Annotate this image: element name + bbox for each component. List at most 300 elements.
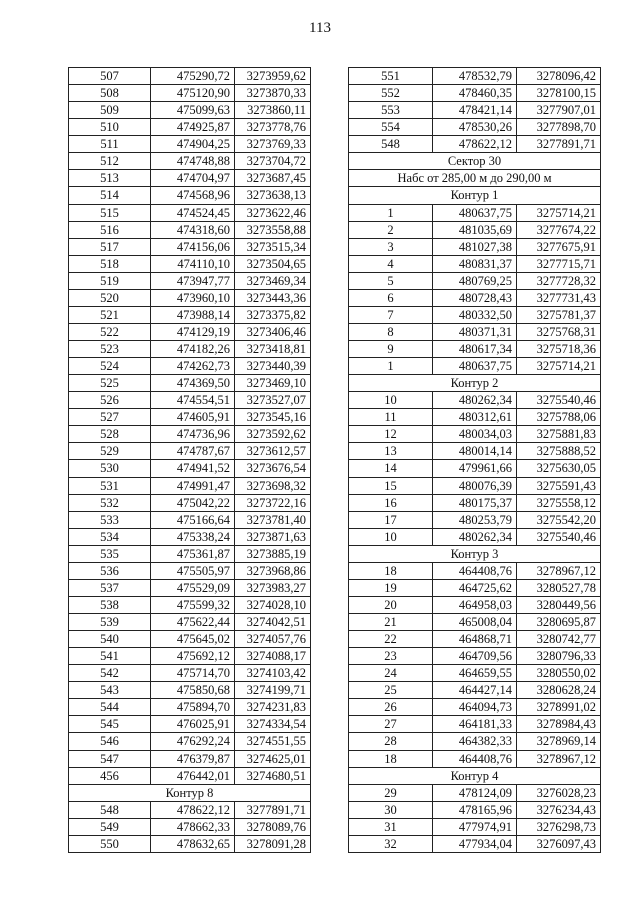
point-number-cell: 535 — [69, 545, 151, 562]
table-row — [349, 443, 601, 460]
coordinates-table-left-body — [69, 68, 311, 853]
table-row — [69, 409, 311, 426]
x-coordinate-cell: 474524,45 — [151, 204, 235, 221]
table-row — [349, 579, 601, 596]
x-coordinate-cell: 473947,77 — [151, 272, 235, 289]
table-row — [349, 255, 601, 272]
y-coordinate-cell: 3273698,32 — [235, 477, 311, 494]
x-coordinate-cell: 474736,96 — [151, 426, 235, 443]
point-number-cell: 7 — [349, 306, 433, 323]
table-row — [349, 835, 601, 852]
y-coordinate-cell: 3273687,45 — [235, 170, 311, 187]
x-coordinate-cell: 474787,67 — [151, 443, 235, 460]
x-coordinate-cell: 480769,25 — [433, 272, 517, 289]
x-coordinate-cell: 480332,50 — [433, 306, 517, 323]
y-coordinate-cell: 3275591,43 — [517, 477, 601, 494]
y-coordinate-cell: 3277675,91 — [517, 238, 601, 255]
y-coordinate-cell: 3277728,32 — [517, 272, 601, 289]
point-number-cell: 541 — [69, 648, 151, 665]
point-number-cell: 543 — [69, 682, 151, 699]
x-coordinate-cell: 478662,33 — [151, 818, 235, 835]
x-coordinate-cell: 473988,14 — [151, 306, 235, 323]
y-coordinate-cell: 3275540,46 — [517, 528, 601, 545]
table-row — [349, 733, 601, 750]
y-coordinate-cell: 3275888,52 — [517, 443, 601, 460]
y-coordinate-cell: 3273592,62 — [235, 426, 311, 443]
table-row — [349, 221, 601, 238]
table-row — [69, 289, 311, 306]
x-coordinate-cell: 474991,47 — [151, 477, 235, 494]
y-coordinate-cell: 3273781,40 — [235, 511, 311, 528]
y-coordinate-cell: 3278089,76 — [235, 818, 311, 835]
section-header: Набс от 285,00 м до 290,00 м — [349, 170, 601, 187]
table-row — [349, 631, 601, 648]
point-number-cell: 533 — [69, 511, 151, 528]
y-coordinate-cell: 3277907,01 — [517, 102, 601, 119]
section-header-row — [349, 545, 601, 562]
section-header: Сектор 30 — [349, 153, 601, 170]
x-coordinate-cell: 475714,70 — [151, 665, 235, 682]
table-row — [69, 801, 311, 818]
point-number-cell: 510 — [69, 119, 151, 136]
table-row — [69, 323, 311, 340]
x-coordinate-cell: 481027,38 — [433, 238, 517, 255]
y-coordinate-cell: 3277674,22 — [517, 221, 601, 238]
x-coordinate-cell: 464408,76 — [433, 562, 517, 579]
x-coordinate-cell: 474156,06 — [151, 238, 235, 255]
point-number-cell: 514 — [69, 187, 151, 204]
table-row — [349, 750, 601, 767]
point-number-cell: 531 — [69, 477, 151, 494]
y-coordinate-cell: 3276028,23 — [517, 784, 601, 801]
page-number: 113 — [309, 20, 331, 36]
point-number-cell: 521 — [69, 306, 151, 323]
point-number-cell: 516 — [69, 221, 151, 238]
table-row — [349, 238, 601, 255]
x-coordinate-cell: 480371,31 — [433, 323, 517, 340]
table-row — [69, 306, 311, 323]
point-number-cell: 526 — [69, 392, 151, 409]
x-coordinate-cell: 476292,24 — [151, 733, 235, 750]
x-coordinate-cell: 475338,24 — [151, 528, 235, 545]
table-row — [69, 272, 311, 289]
y-coordinate-cell: 3273469,34 — [235, 272, 311, 289]
x-coordinate-cell: 464382,33 — [433, 733, 517, 750]
y-coordinate-cell: 3273406,46 — [235, 323, 311, 340]
table-row — [69, 614, 311, 631]
table-row — [349, 562, 601, 579]
y-coordinate-cell: 3273638,13 — [235, 187, 311, 204]
x-coordinate-cell: 474704,97 — [151, 170, 235, 187]
point-number-cell: 534 — [69, 528, 151, 545]
y-coordinate-cell: 3273959,62 — [235, 68, 311, 85]
y-coordinate-cell: 3273443,36 — [235, 289, 311, 306]
table-row — [69, 767, 311, 784]
x-coordinate-cell: 475894,70 — [151, 699, 235, 716]
table-row — [69, 579, 311, 596]
point-number-cell: 544 — [69, 699, 151, 716]
x-coordinate-cell: 464868,71 — [433, 631, 517, 648]
point-number-cell: 545 — [69, 716, 151, 733]
y-coordinate-cell: 3275881,83 — [517, 426, 601, 443]
y-coordinate-cell: 3276234,43 — [517, 801, 601, 818]
table-row — [349, 272, 601, 289]
x-coordinate-cell: 475850,68 — [151, 682, 235, 699]
table-row — [69, 596, 311, 613]
y-coordinate-cell: 3280742,77 — [517, 631, 601, 648]
x-coordinate-cell: 479961,66 — [433, 460, 517, 477]
point-number-cell: 548 — [69, 801, 151, 818]
coordinates-table-right — [348, 67, 601, 853]
table-row — [69, 85, 311, 102]
x-coordinate-cell: 474554,51 — [151, 392, 235, 409]
point-number-cell: 18 — [349, 750, 433, 767]
y-coordinate-cell: 3278091,28 — [235, 835, 311, 852]
x-coordinate-cell: 480312,61 — [433, 409, 517, 426]
section-header: Контур 1 — [349, 187, 601, 204]
x-coordinate-cell: 480076,39 — [433, 477, 517, 494]
section-header-row — [349, 767, 601, 784]
table-row — [349, 665, 601, 682]
table-row — [349, 784, 601, 801]
point-number-cell: 13 — [349, 443, 433, 460]
y-coordinate-cell: 3278991,02 — [517, 699, 601, 716]
table-row — [69, 460, 311, 477]
point-number-cell: 518 — [69, 255, 151, 272]
table-row — [349, 289, 601, 306]
point-number-cell: 3 — [349, 238, 433, 255]
section-header-row — [349, 170, 601, 187]
point-number-cell: 552 — [349, 85, 433, 102]
x-coordinate-cell: 480014,14 — [433, 443, 517, 460]
x-coordinate-cell: 476379,87 — [151, 750, 235, 767]
x-coordinate-cell: 478622,12 — [151, 801, 235, 818]
x-coordinate-cell: 481035,69 — [433, 221, 517, 238]
y-coordinate-cell: 3273968,86 — [235, 562, 311, 579]
y-coordinate-cell: 3274625,01 — [235, 750, 311, 767]
section-header: Контур 4 — [349, 767, 601, 784]
x-coordinate-cell: 476442,01 — [151, 767, 235, 784]
x-coordinate-cell: 474318,60 — [151, 221, 235, 238]
table-row — [69, 477, 311, 494]
y-coordinate-cell: 3273778,76 — [235, 119, 311, 136]
point-number-cell: 5 — [349, 272, 433, 289]
y-coordinate-cell: 3278969,14 — [517, 733, 601, 750]
y-coordinate-cell: 3280695,87 — [517, 614, 601, 631]
y-coordinate-cell: 3276298,73 — [517, 818, 601, 835]
point-number-cell: 19 — [349, 579, 433, 596]
table-row — [349, 682, 601, 699]
y-coordinate-cell: 3275558,12 — [517, 494, 601, 511]
x-coordinate-cell: 475645,02 — [151, 631, 235, 648]
y-coordinate-cell: 3274028,10 — [235, 596, 311, 613]
y-coordinate-cell: 3273622,46 — [235, 204, 311, 221]
section-header: Контур 8 — [69, 784, 311, 801]
point-number-cell: 508 — [69, 85, 151, 102]
y-coordinate-cell: 3274042,51 — [235, 614, 311, 631]
table-row — [69, 733, 311, 750]
y-coordinate-cell: 3274199,71 — [235, 682, 311, 699]
x-coordinate-cell: 474129,19 — [151, 323, 235, 340]
table-row — [349, 409, 601, 426]
x-coordinate-cell: 464709,56 — [433, 648, 517, 665]
point-number-cell: 20 — [349, 596, 433, 613]
y-coordinate-cell: 3280796,33 — [517, 648, 601, 665]
x-coordinate-cell: 475042,22 — [151, 494, 235, 511]
y-coordinate-cell: 3277891,71 — [235, 801, 311, 818]
y-coordinate-cell: 3277715,71 — [517, 255, 601, 272]
y-coordinate-cell: 3273722,16 — [235, 494, 311, 511]
point-number-cell: 1 — [349, 204, 433, 221]
table-row — [69, 341, 311, 358]
table-row — [349, 494, 601, 511]
point-number-cell: 31 — [349, 818, 433, 835]
x-coordinate-cell: 475120,90 — [151, 85, 235, 102]
table-row — [69, 528, 311, 545]
table-row — [69, 68, 311, 85]
x-coordinate-cell: 478460,35 — [433, 85, 517, 102]
point-number-cell: 25 — [349, 682, 433, 699]
x-coordinate-cell: 464181,33 — [433, 716, 517, 733]
y-coordinate-cell: 3275768,31 — [517, 323, 601, 340]
y-coordinate-cell: 3274231,83 — [235, 699, 311, 716]
x-coordinate-cell: 474110,10 — [151, 255, 235, 272]
y-coordinate-cell: 3280449,56 — [517, 596, 601, 613]
table-row — [349, 306, 601, 323]
table-row — [349, 460, 601, 477]
y-coordinate-cell: 3276097,43 — [517, 835, 601, 852]
y-coordinate-cell: 3275714,21 — [517, 358, 601, 375]
point-number-cell: 532 — [69, 494, 151, 511]
point-number-cell: 32 — [349, 835, 433, 852]
table-row — [69, 631, 311, 648]
point-number-cell: 14 — [349, 460, 433, 477]
y-coordinate-cell: 3273769,33 — [235, 136, 311, 153]
table-row — [349, 85, 601, 102]
x-coordinate-cell: 477974,91 — [433, 818, 517, 835]
table-row — [349, 528, 601, 545]
section-header: Контур 3 — [349, 545, 601, 562]
point-number-cell: 553 — [349, 102, 433, 119]
y-coordinate-cell: 3273527,07 — [235, 392, 311, 409]
x-coordinate-cell: 474748,88 — [151, 153, 235, 170]
table-row — [349, 119, 601, 136]
table-row — [69, 221, 311, 238]
point-number-cell: 549 — [69, 818, 151, 835]
y-coordinate-cell: 3280550,02 — [517, 665, 601, 682]
point-number-cell: 29 — [349, 784, 433, 801]
x-coordinate-cell: 465008,04 — [433, 614, 517, 631]
point-number-cell: 527 — [69, 409, 151, 426]
y-coordinate-cell: 3274680,51 — [235, 767, 311, 784]
point-number-cell: 519 — [69, 272, 151, 289]
y-coordinate-cell: 3280527,78 — [517, 579, 601, 596]
y-coordinate-cell: 3278967,12 — [517, 562, 601, 579]
point-number-cell: 9 — [349, 341, 433, 358]
point-number-cell: 529 — [69, 443, 151, 460]
x-coordinate-cell: 474605,91 — [151, 409, 235, 426]
table-row — [69, 187, 311, 204]
table-row — [349, 392, 601, 409]
x-coordinate-cell: 480253,79 — [433, 511, 517, 528]
table-row — [69, 102, 311, 119]
y-coordinate-cell: 3278967,12 — [517, 750, 601, 767]
y-coordinate-cell: 3273870,33 — [235, 85, 311, 102]
table-row — [69, 494, 311, 511]
x-coordinate-cell: 480637,75 — [433, 204, 517, 221]
x-coordinate-cell: 474568,96 — [151, 187, 235, 204]
table-row — [69, 153, 311, 170]
table-row — [69, 375, 311, 392]
table-row — [349, 68, 601, 85]
table-row — [349, 614, 601, 631]
table-row — [69, 648, 311, 665]
table-row — [69, 665, 311, 682]
point-number-cell: 547 — [69, 750, 151, 767]
section-header-row — [69, 784, 311, 801]
x-coordinate-cell: 475622,44 — [151, 614, 235, 631]
y-coordinate-cell: 3278100,15 — [517, 85, 601, 102]
section-header: Контур 2 — [349, 375, 601, 392]
table-row — [69, 699, 311, 716]
x-coordinate-cell: 475529,09 — [151, 579, 235, 596]
y-coordinate-cell: 3273885,19 — [235, 545, 311, 562]
y-coordinate-cell: 3273504,65 — [235, 255, 311, 272]
table-row — [69, 119, 311, 136]
x-coordinate-cell: 480262,34 — [433, 392, 517, 409]
point-number-cell: 550 — [69, 835, 151, 852]
point-number-cell: 6 — [349, 289, 433, 306]
table-row — [349, 818, 601, 835]
point-number-cell: 8 — [349, 323, 433, 340]
table-row — [69, 426, 311, 443]
y-coordinate-cell: 3273860,11 — [235, 102, 311, 119]
x-coordinate-cell: 464427,14 — [433, 682, 517, 699]
x-coordinate-cell: 464725,62 — [433, 579, 517, 596]
point-number-cell: 513 — [69, 170, 151, 187]
point-number-cell: 522 — [69, 323, 151, 340]
section-header-row — [349, 375, 601, 392]
y-coordinate-cell: 3273545,16 — [235, 409, 311, 426]
x-coordinate-cell: 480831,37 — [433, 255, 517, 272]
point-number-cell: 551 — [349, 68, 433, 85]
table-row — [69, 818, 311, 835]
point-number-cell: 539 — [69, 614, 151, 631]
point-number-cell: 17 — [349, 511, 433, 528]
point-number-cell: 16 — [349, 494, 433, 511]
y-coordinate-cell: 3273704,72 — [235, 153, 311, 170]
point-number-cell: 23 — [349, 648, 433, 665]
y-coordinate-cell: 3273612,57 — [235, 443, 311, 460]
y-coordinate-cell: 3275540,46 — [517, 392, 601, 409]
table-row — [69, 682, 311, 699]
table-row — [349, 426, 601, 443]
point-number-cell: 511 — [69, 136, 151, 153]
point-number-cell: 554 — [349, 119, 433, 136]
table-row — [69, 204, 311, 221]
point-number-cell: 28 — [349, 733, 433, 750]
table-row — [69, 835, 311, 852]
x-coordinate-cell: 474262,73 — [151, 358, 235, 375]
y-coordinate-cell: 3275630,05 — [517, 460, 601, 477]
x-coordinate-cell: 480617,34 — [433, 341, 517, 358]
point-number-cell: 24 — [349, 665, 433, 682]
y-coordinate-cell: 3274551,55 — [235, 733, 311, 750]
y-coordinate-cell: 3273515,34 — [235, 238, 311, 255]
table-row — [69, 255, 311, 272]
x-coordinate-cell: 475692,12 — [151, 648, 235, 665]
table-row — [69, 716, 311, 733]
point-number-cell: 525 — [69, 375, 151, 392]
point-number-cell: 530 — [69, 460, 151, 477]
x-coordinate-cell: 464659,55 — [433, 665, 517, 682]
point-number-cell: 517 — [69, 238, 151, 255]
y-coordinate-cell: 3277731,43 — [517, 289, 601, 306]
y-coordinate-cell: 3274057,76 — [235, 631, 311, 648]
y-coordinate-cell: 3278984,43 — [517, 716, 601, 733]
table-row — [69, 750, 311, 767]
table-row — [349, 204, 601, 221]
point-number-cell: 26 — [349, 699, 433, 716]
y-coordinate-cell: 3277891,71 — [517, 136, 601, 153]
y-coordinate-cell: 3273469,10 — [235, 375, 311, 392]
table-row — [349, 648, 601, 665]
x-coordinate-cell: 477934,04 — [433, 835, 517, 852]
point-number-cell: 515 — [69, 204, 151, 221]
x-coordinate-cell: 480262,34 — [433, 528, 517, 545]
point-number-cell: 11 — [349, 409, 433, 426]
table-row — [69, 392, 311, 409]
x-coordinate-cell: 464958,03 — [433, 596, 517, 613]
x-coordinate-cell: 475599,32 — [151, 596, 235, 613]
point-number-cell: 507 — [69, 68, 151, 85]
y-coordinate-cell: 3280628,24 — [517, 682, 601, 699]
table-row — [349, 716, 601, 733]
table-row — [349, 477, 601, 494]
point-number-cell: 542 — [69, 665, 151, 682]
table-row — [349, 699, 601, 716]
x-coordinate-cell: 478124,09 — [433, 784, 517, 801]
table-row — [349, 341, 601, 358]
point-number-cell: 540 — [69, 631, 151, 648]
x-coordinate-cell: 478632,65 — [151, 835, 235, 852]
y-coordinate-cell: 3274088,17 — [235, 648, 311, 665]
x-coordinate-cell: 474369,50 — [151, 375, 235, 392]
point-number-cell: 1 — [349, 358, 433, 375]
point-number-cell: 548 — [349, 136, 433, 153]
x-coordinate-cell: 475166,64 — [151, 511, 235, 528]
x-coordinate-cell: 474182,26 — [151, 341, 235, 358]
table-row — [349, 102, 601, 119]
point-number-cell: 21 — [349, 614, 433, 631]
point-number-cell: 536 — [69, 562, 151, 579]
x-coordinate-cell: 480175,37 — [433, 494, 517, 511]
x-coordinate-cell: 478532,79 — [433, 68, 517, 85]
point-number-cell: 27 — [349, 716, 433, 733]
point-number-cell: 2 — [349, 221, 433, 238]
table-row — [69, 136, 311, 153]
y-coordinate-cell: 3278096,42 — [517, 68, 601, 85]
point-number-cell: 546 — [69, 733, 151, 750]
y-coordinate-cell: 3275542,20 — [517, 511, 601, 528]
y-coordinate-cell: 3275714,21 — [517, 204, 601, 221]
x-coordinate-cell: 475361,87 — [151, 545, 235, 562]
y-coordinate-cell: 3273418,81 — [235, 341, 311, 358]
y-coordinate-cell: 3275718,36 — [517, 341, 601, 358]
table-row — [69, 238, 311, 255]
table-row — [349, 511, 601, 528]
x-coordinate-cell: 480728,43 — [433, 289, 517, 306]
